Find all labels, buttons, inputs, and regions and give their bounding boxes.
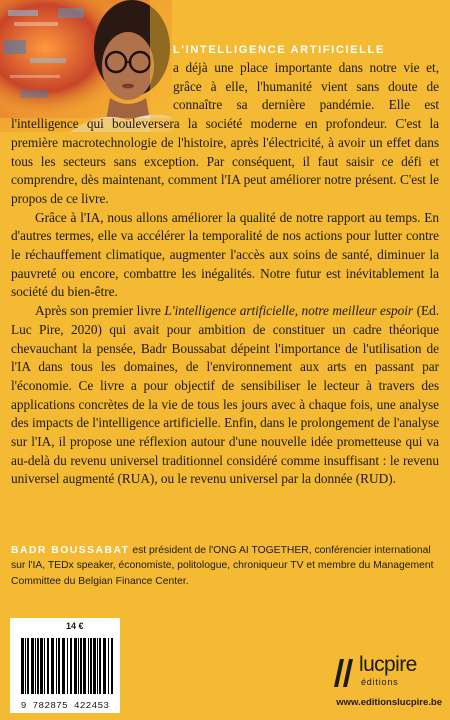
barcode-bar <box>80 638 82 694</box>
barcode-bar <box>62 638 65 694</box>
price-label: 14 € <box>66 621 84 631</box>
book-title: L'intelligence artificielle, notre meilleur espoir <box>164 303 414 319</box>
barcode-box <box>10 618 120 713</box>
photo-wrap-space <box>11 20 173 114</box>
barcode-bar <box>108 638 109 694</box>
barcode-bar <box>103 638 106 694</box>
barcode-bar <box>56 638 57 694</box>
barcode-digits: 9 782875 422453 <box>20 700 110 711</box>
barcode-icon <box>19 638 115 694</box>
barcode-bar <box>25 638 26 694</box>
barcode-bar <box>37 638 39 694</box>
author-bio <box>11 543 441 589</box>
barcode-bar <box>47 638 49 694</box>
barcode-bar <box>58 638 60 694</box>
title-heading: L'INTELLIGENCE ARTIFICIELLE <box>173 44 385 56</box>
paragraph-1-body: a déjà une place importante dans notre vie et, grâce à elle, l'humanité vient sans doute de connaître sa dernière pandémie. Elle est l'intelligence qui bouleversera la société moderne en profondeur. C'est la première macrotechnologie de l'histoire, après l'électricité, à avoir un effet dans tous les secteurs sans exception. Par conséquent, il faut saisir ce défi et comprendre, dès maintenant, comment l'IA peut améliorer notre présent. C'est le propos de ce livre. <box>11 60 439 206</box>
barcode-bar <box>70 638 72 694</box>
back-cover-text <box>11 40 439 489</box>
barcode-bar <box>44 638 45 694</box>
paragraph-3-start: Après son premier livre <box>35 303 165 319</box>
barcode-bar <box>93 638 96 694</box>
barcode-bar <box>97 638 98 694</box>
barcode-bar <box>51 638 54 694</box>
barcode-bar <box>90 638 92 694</box>
publisher-logo <box>332 655 442 695</box>
barcode-bar <box>99 638 101 694</box>
publisher-subtitle: éditions <box>361 677 399 687</box>
paragraph-2: Grâce à l'IA, nous allons améliorer la qualité de notre rapport au temps. En d'autres termes, elle va accélérer la temporalité de nos actions pour lutter contre le réchauffement climatique, augmenter l'accès aux soins de santé, diminuer la pauvreté ou encore, combattre les inégalités. Notre futur est inévitablement la société du bien-être. <box>11 209 439 300</box>
barcode-bar <box>31 638 34 694</box>
barcode-bar <box>27 638 29 694</box>
barcode-bar <box>21 638 24 694</box>
author-name: BADR BOUSSABAT <box>11 545 130 556</box>
barcode-bar <box>88 638 89 694</box>
barcode-bar <box>111 638 113 694</box>
barcode-bar <box>74 638 77 694</box>
barcode-bar <box>67 638 68 694</box>
website-url: www.editionslucpire.be <box>336 697 442 708</box>
paragraph-3 <box>11 302 439 489</box>
barcode-bar <box>83 638 86 694</box>
paragraph-3-body: (Ed. Luc Pire, 2020) qui avait pour ambition de constituer un cadre théorique chevauchant la pensée, Badr Boussabat dépeint l'importance de l'utilisation de l'IA dans tous les domaines, de l'environnement aux arts en passant par l'économie. Ce livre a pour objectif de sensibiliser le lecteur à travers des applications concrètes de la vie de tous les jours avec à chaque fois, une analyse des impacts de l'intelligence artificielle. Enfin, dans le prolongement de l'analyse sur l'IA, il propose une réflexion autour d'une nouvelle idée prometteuse qui va au-delà du revenu universel traditionnel considéré comme insuffisant : le revenu universel augmenté (RUA), ou le revenu universel par la donnée (RUD). <box>11 303 439 487</box>
barcode-bar <box>35 638 36 694</box>
publisher-bars-icon <box>332 657 358 687</box>
barcode-bar <box>40 638 43 694</box>
author-bio-text: est président de l'ONG AI TOGETHER, conférencier international sur l'IA, TEDx speaker, économiste, politologue, chroniqueur TV et membre du Management Committee du Belgian Finance Center. <box>11 545 434 587</box>
publisher-name: lucpire <box>359 653 417 676</box>
barcode-bar <box>78 638 79 694</box>
